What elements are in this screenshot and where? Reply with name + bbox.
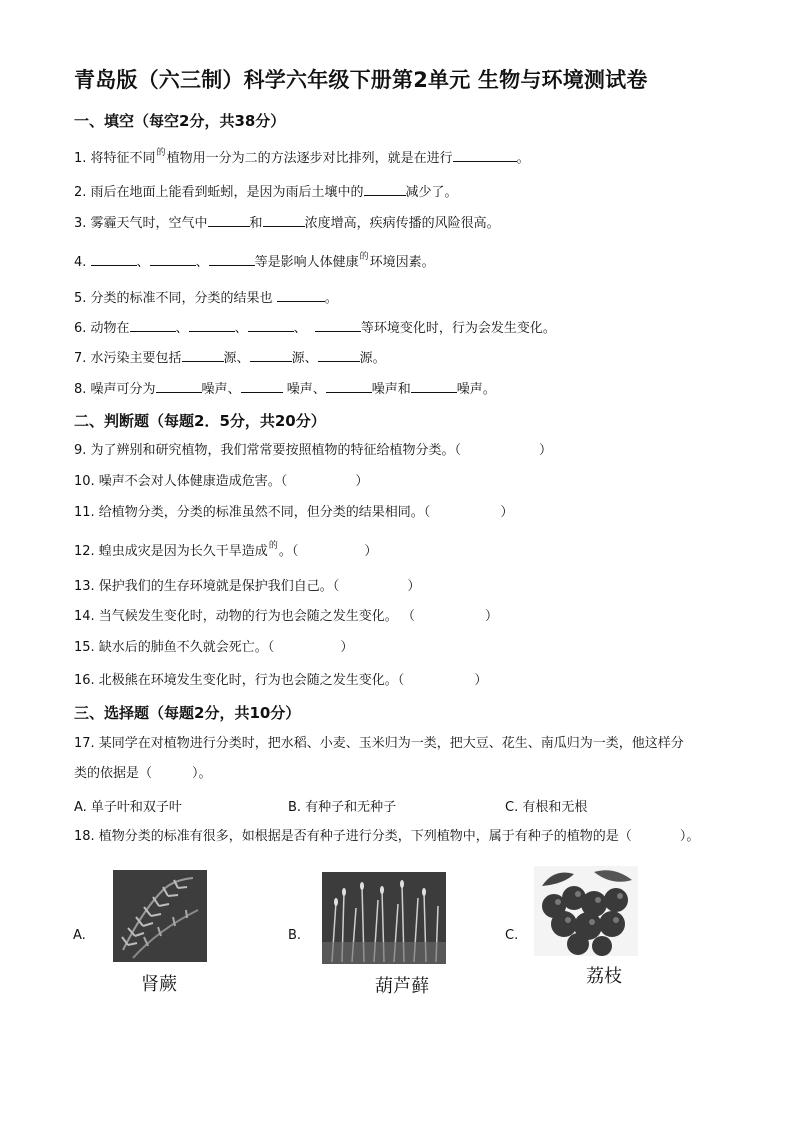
fern-caption: 肾蕨 [141,974,177,995]
blank[interactable] [189,318,235,332]
question-13: 13. 保护我们的生存环境就是保护我们自己。（ ） [74,579,421,594]
q18-option-b-label[interactable]: B. [288,928,302,943]
blank[interactable] [150,252,196,266]
question-15: 15. 缺水后的肺鱼不久就会死亡。（ ） [74,640,354,655]
q18-option-a-label[interactable]: A. [73,928,86,943]
question-17-line-1: 17. 某同学在对植物进行分类时，把水稻、小麦、玉米归为一类，把大豆、花生、南瓜归为一类，他这样分 [74,736,684,751]
question-14: 14. 当气候发生变化时，动物的行为也会随之发生变化。 （ ） [74,609,498,624]
blank[interactable] [209,252,255,266]
section-choice-heading: 三、选择题（每题2分，共10分） [74,704,301,722]
fern-photo [113,870,207,962]
question-17-line-2: 类的依据是（ ）。 [74,766,212,781]
blank[interactable] [241,379,283,393]
q17-option-b[interactable]: B. 有种子和无种子 [288,800,397,815]
question-10: 10. 噪声不会对人体健康造成危害。（ ） [74,474,369,489]
blank[interactable] [315,318,361,332]
question-11: 11. 给植物分类，分类的标准虽然不同，但分类的结果相同。（ ） [74,505,514,520]
lychee-caption: 荔枝 [586,966,622,987]
q17-option-c[interactable]: C. 有根和无根 [505,800,588,815]
lychee-photo [534,866,638,956]
question-3: 3. 雾霾天气时，空气中 和 浓度增高，疾病传播的风险很高。 [74,213,500,233]
question-5: 5. 分类的标准不同，分类的结果也 。 [74,288,338,308]
moss-caption: 葫芦藓 [375,976,429,997]
question-9: 9. 为了辨别和研究植物，我们常常要按照植物的特征给植物分类。（ ） [74,443,553,458]
question-2: 2. 雨后在地面上能看到蚯蚓，是因为雨后土壤中的 减少了。 [74,182,458,202]
blank[interactable] [318,348,360,362]
blank[interactable] [208,213,250,227]
question-8: 8. 噪声可分为 噪声、 噪声、 噪声和 噪声。 [74,379,496,399]
blank[interactable] [277,288,325,302]
blank[interactable] [250,348,292,362]
question-6: 6. 动物在 、 、 、 等环境变化时，行为会发生变化。 [74,318,556,338]
blank[interactable] [411,379,457,393]
blank[interactable] [130,318,176,332]
blank[interactable] [182,348,224,362]
blank[interactable] [248,318,294,332]
blank[interactable] [453,148,517,162]
q17-option-a[interactable]: A. 单子叶和双子叶 [74,800,182,815]
section-fill-heading: 一、填空（每空2分，共38分） [74,112,286,130]
blank[interactable] [326,379,372,393]
blank[interactable] [91,252,137,266]
question-12: 12. 蝗虫成灾是因为长久干旱造成$^的$。（ ） [74,541,378,559]
question-4: 4. 、 、 等是影响人体健康$^的$环境因素。 [74,252,435,270]
blank[interactable] [263,213,305,227]
question-1: 1. 将特征不同$^的$植物用一分为二的方法逐步对比排列，就是在进行 。 [74,148,530,166]
question-16: 16. 北极熊在环境发生变化时，行为也会随之发生变化。（ ） [74,673,488,688]
moss-photo [322,872,446,964]
section-judge-heading: 二、判断题（每题2．5分，共20分） [74,412,326,430]
blank[interactable] [364,182,406,196]
exam-title: 青岛版（六三制）科学六年级下册第2单元 生物与环境测试卷 [74,68,648,92]
q18-option-c-label[interactable]: C. [505,928,519,943]
question-7: 7. 水污染主要包括 源、 源、 源。 [74,348,386,368]
blank[interactable] [156,379,202,393]
question-18: 18. 植物分类的标准有很多，如根据是否有种子进行分类，下列植物中，属于有种子的植物的是（ ）。 [74,829,700,844]
